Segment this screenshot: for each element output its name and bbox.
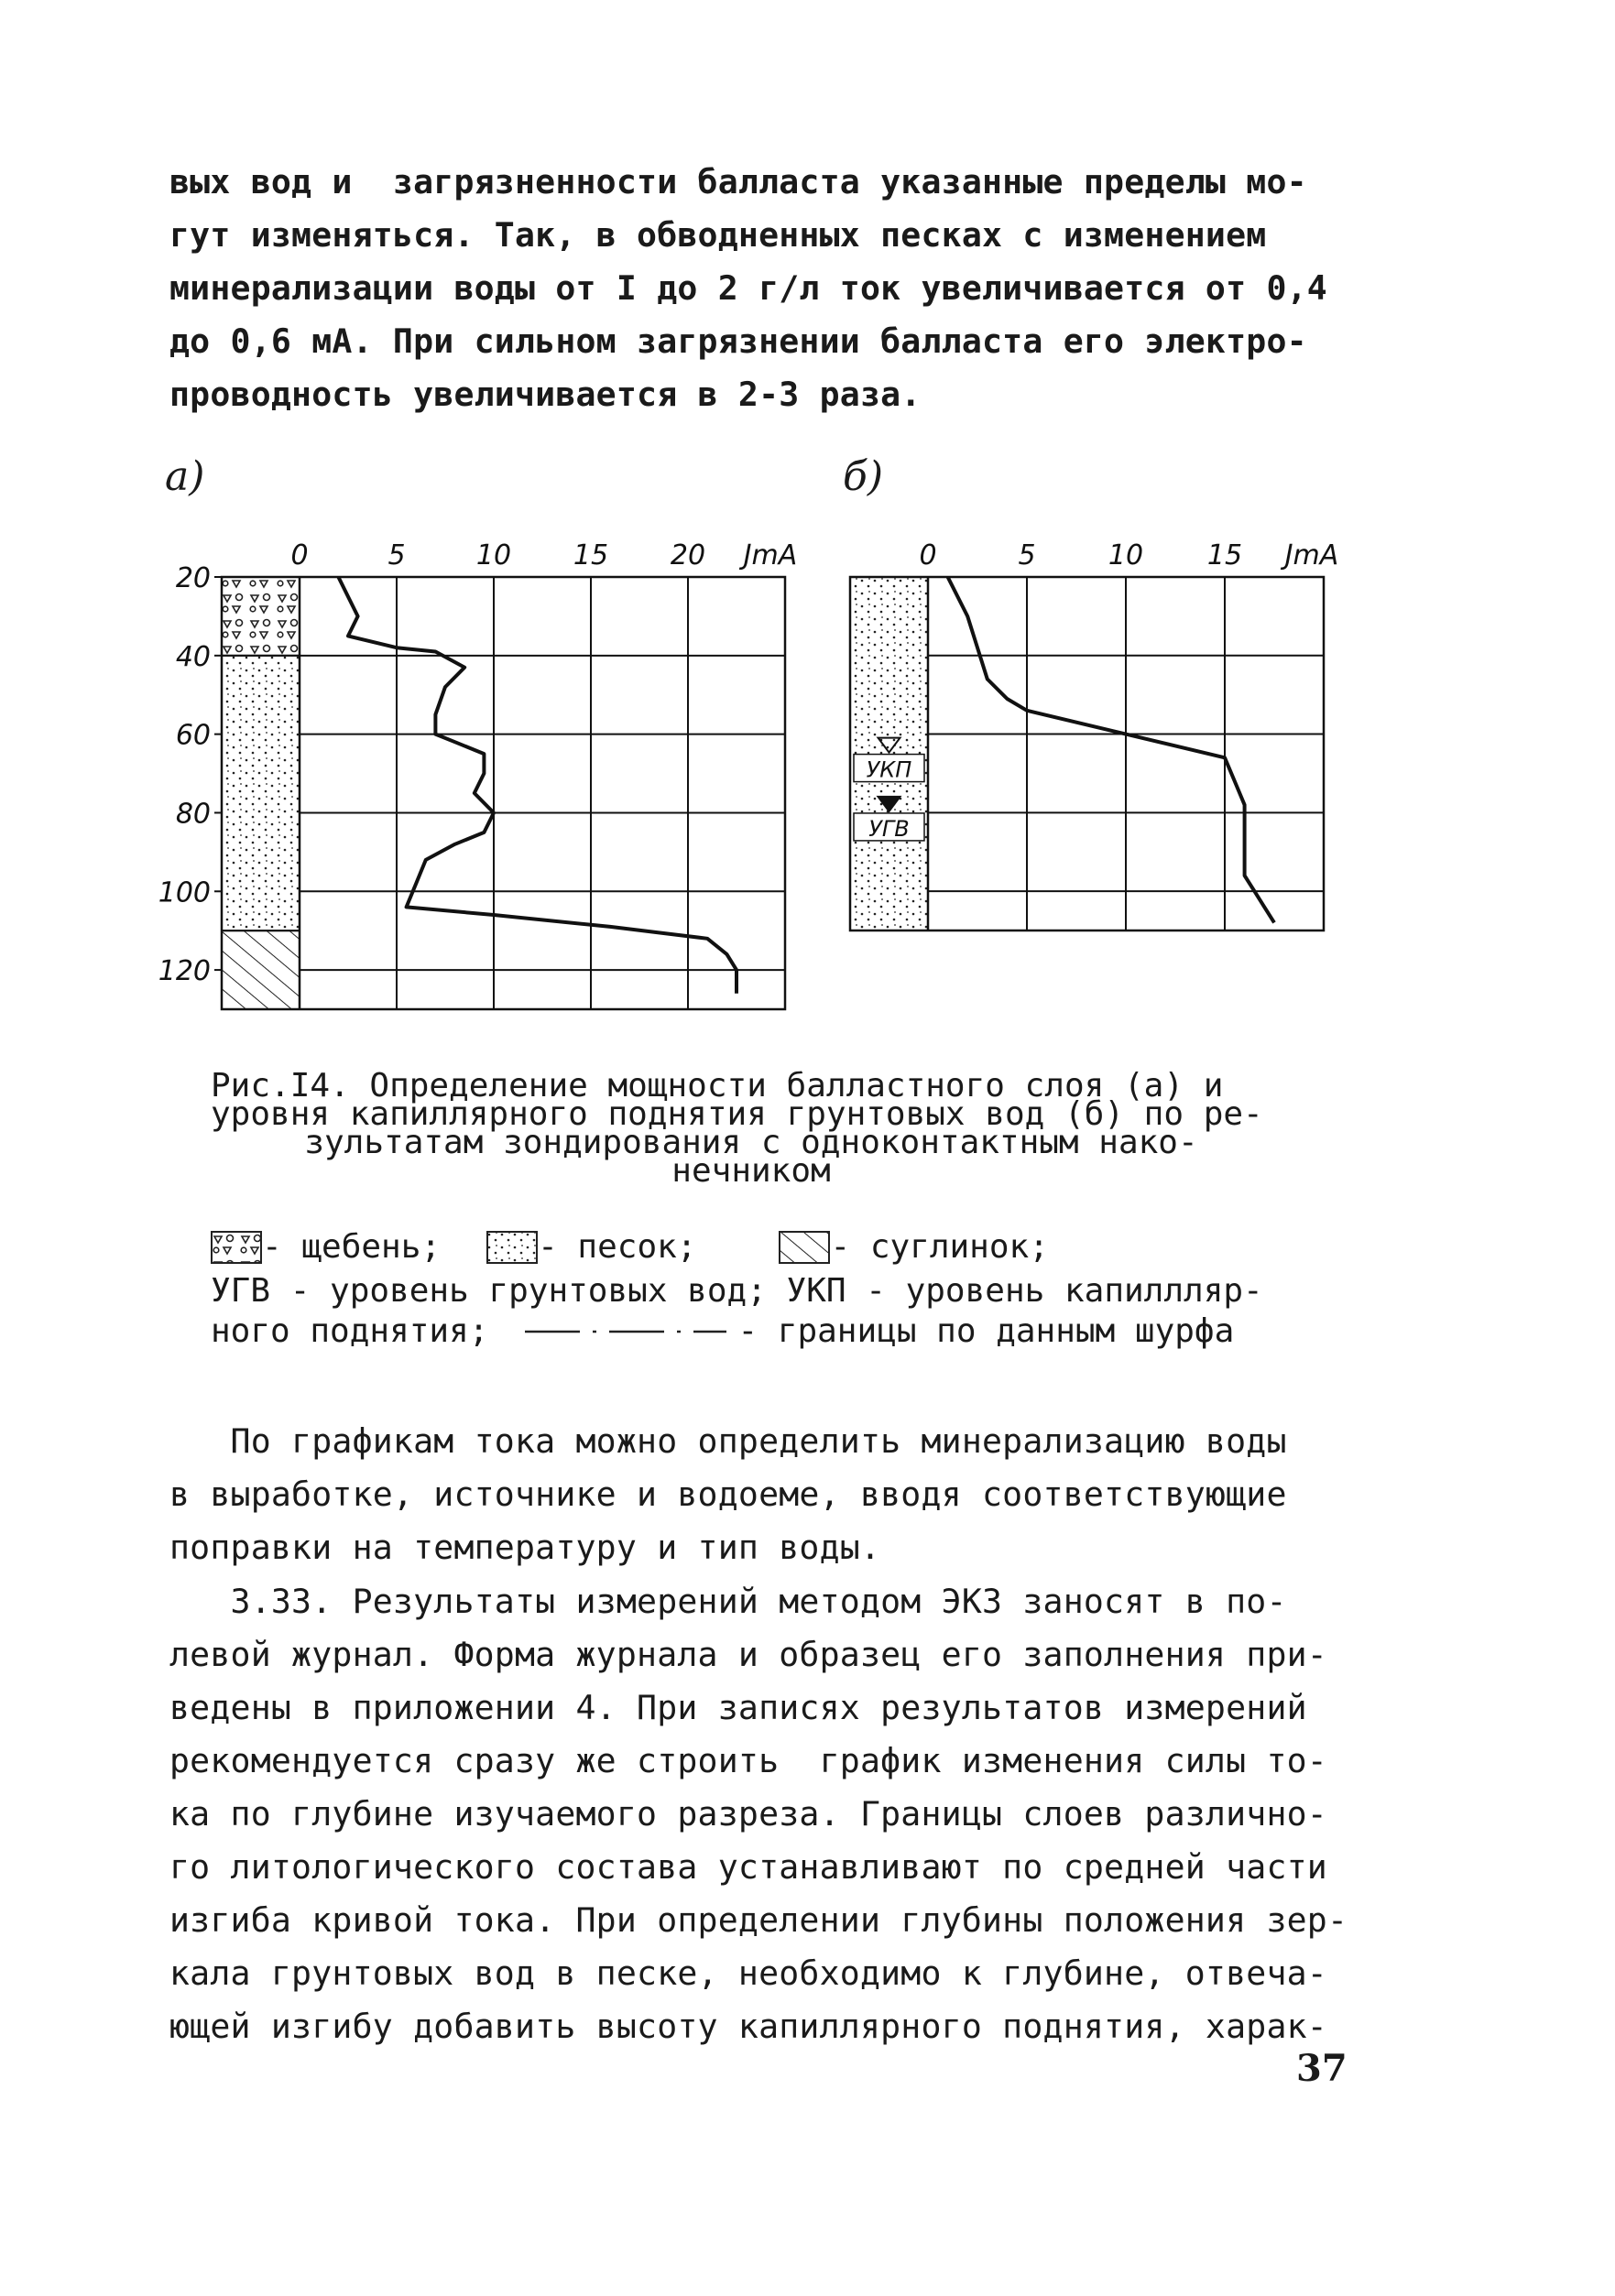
p1-line: минерализации воды от I до 2 г/л ток увеличивается от 0,4 [169, 268, 1327, 308]
dash-dot-line-icon [525, 1322, 726, 1341]
caption-line: зультатам зондирования с одноконтактным нако- [304, 1124, 1198, 1161]
p1-line: вых вод и загрязненности балласта указанные пределы мо- [169, 162, 1307, 201]
x-tick-label: 20 [670, 539, 706, 571]
p3-line: ка по глубине изучаемого разреза. Границы слоев различно- [169, 1794, 1327, 1834]
marker-label: УКП [866, 756, 912, 783]
p1-line: проводность увеличивается в 2-3 раза. [169, 375, 922, 414]
x-tick-label: 0 [919, 539, 937, 571]
y-tick-label: 120 [158, 955, 211, 988]
legend-capillary: ного поднятия; [211, 1312, 489, 1350]
lithology-gravel [222, 577, 300, 656]
legend-loam: - суглинок; [830, 1228, 1049, 1266]
p3-line: ведены в приложении 4. При записях результатов измерений [169, 1688, 1307, 1727]
p3-line: ющей изгибу добавить высоту капиллярного поднятия, харак- [169, 2007, 1327, 2046]
p2-line: поправки на температуру и тип воды. [169, 1528, 881, 1567]
panel-b-label: б) [843, 453, 884, 500]
caption-line: уровня капиллярного поднятия грунтовых вод (б) по ре- [211, 1095, 1263, 1133]
y-tick-label: 40 [175, 640, 211, 673]
x-tick-label: 10 [475, 539, 512, 571]
x-unit-label: JmA [743, 539, 798, 571]
p1-line: до 0,6 мА. При сильном загрязнении балласта его электро- [169, 321, 1307, 361]
p3-line: левой журнал. Форма журнала и образец его заполнения при- [169, 1635, 1327, 1674]
paragraph-3 [169, 1575, 1348, 2053]
x-tick-label: 15 [1206, 539, 1243, 571]
p3-line: кала грунтовых вод в песке, необходимо к глубине, отвеча- [169, 1953, 1327, 1993]
sand-swatch [486, 1231, 538, 1264]
x-tick-label: 5 [1018, 539, 1036, 571]
x-tick-label: 15 [573, 539, 609, 571]
gravel-swatch [211, 1231, 262, 1264]
figure-caption [211, 1067, 1310, 1190]
x-unit-label: JmA [1284, 539, 1339, 571]
loam-swatch [779, 1231, 830, 1264]
chart-b [850, 539, 1338, 930]
figure-charts [0, 0, 1615, 1026]
x-tick-label: 0 [290, 539, 309, 571]
page-number: 37 [1296, 2047, 1348, 2090]
y-tick-label: 80 [175, 798, 211, 831]
paragraph-2 [169, 1415, 1287, 1574]
x-tick-label: 5 [387, 539, 406, 571]
chart-frame [222, 577, 785, 1009]
p3-line: рекомендуется сразу же строить график изменения силы то- [169, 1741, 1327, 1780]
p1-line: гут изменяться. Так, в обводненных песках с изменением [169, 215, 1267, 255]
y-tick-label: 60 [175, 719, 211, 752]
legend-levels: УГВ - уровень грунтовых вод; УКП - уровень капиллляр- [211, 1272, 1263, 1310]
panel-a-label: а) [165, 453, 205, 500]
caption-line: нечником [671, 1152, 831, 1190]
p3-line: изгиба кривой тока. При определении глубины положения зер- [169, 1900, 1348, 1940]
caption-line: Рис.I4. Определение мощности балластного слоя (а) и [211, 1067, 1224, 1104]
current-curve [338, 577, 737, 994]
p2-line: в выработке, источнике и водоеме, вводя соответствующие [169, 1474, 1287, 1514]
legend-sand: - песок; [538, 1228, 697, 1266]
x-tick-label: 10 [1108, 539, 1144, 571]
p3-line: го литологического состава устанавливают по средней части [169, 1847, 1327, 1887]
lithology-loam [222, 930, 300, 1009]
lithology-sand [222, 656, 300, 930]
figure-legend [211, 1227, 1263, 1352]
legend-gravel: - щебень; [262, 1228, 442, 1266]
legend-pit-boundaries: - границы по данным шурфа [737, 1312, 1235, 1350]
marker-label: УГВ [868, 815, 910, 842]
p3-line: 3.33. Результаты измерений методом ЭКЗ заносят в по- [169, 1582, 1287, 1621]
y-tick-label: 20 [175, 562, 211, 594]
chart-a [158, 539, 798, 1009]
y-tick-label: 100 [158, 876, 211, 909]
p2-line: По графикам тока можно определить минерализацию воды [169, 1421, 1287, 1461]
